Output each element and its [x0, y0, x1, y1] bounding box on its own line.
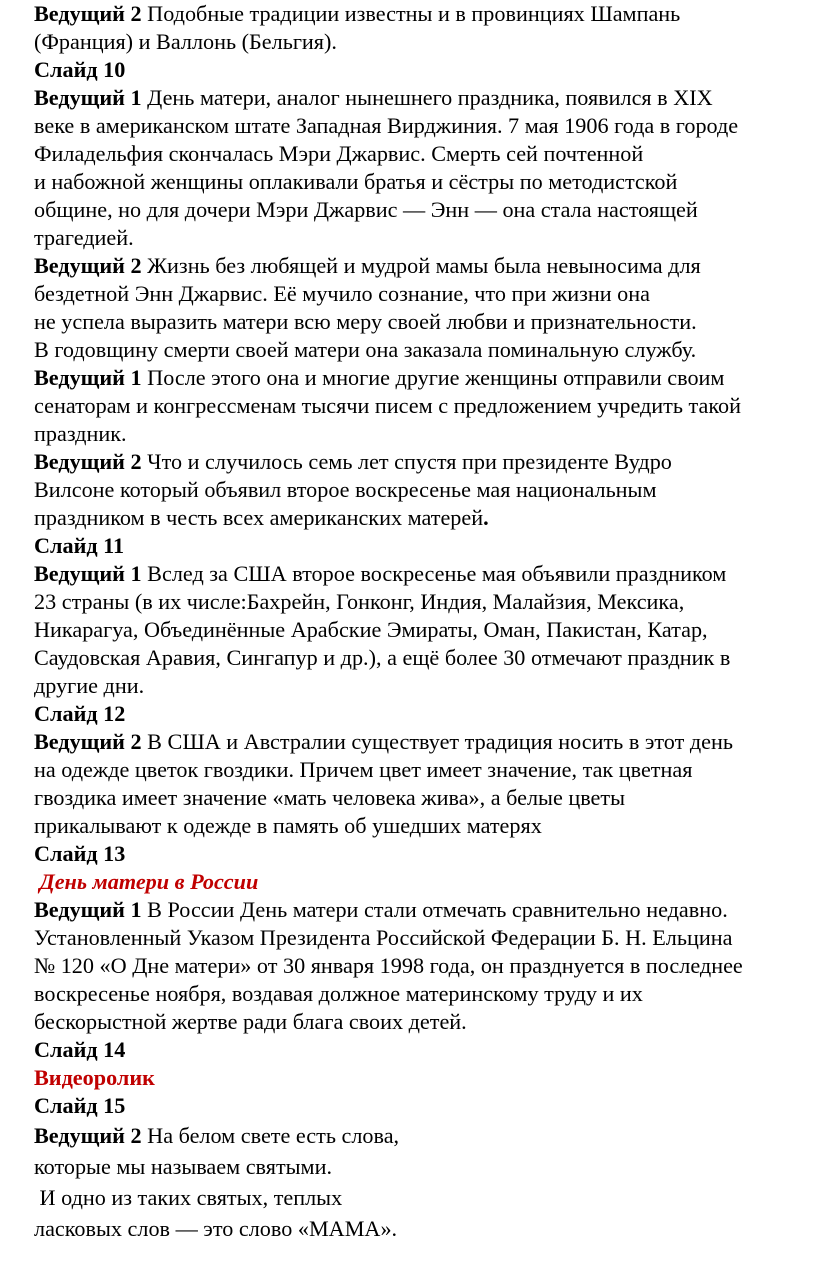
- paragraph-text: Подобные традиции известны и в провинциях Шампань: [141, 1, 681, 26]
- paragraph-text: Что и случилось семь лет спустя при президенте Вудро: [141, 449, 672, 474]
- paragraph-line: бездетной Энн Джарвис. Её мучило сознание, что при жизни она: [34, 281, 650, 306]
- paragraph-line: воскресенье ноября, воздавая должное материнскому труду и их: [34, 981, 643, 1006]
- paragraph-line: сенаторам и конгрессменам тысячи писем с предложением учредить такой: [34, 393, 741, 418]
- poem-line: ласковых слов — это слово «МАМА».: [34, 1216, 398, 1241]
- paragraph-text: День матери, аналог нынешнего праздника, появился в XIX: [141, 85, 713, 110]
- paragraph-text: В США и Австралии существует традиция носить в этот день: [141, 729, 733, 754]
- paragraph-line: [34, 504, 816, 532]
- paragraph-text: На белом свете есть слова,: [141, 1123, 400, 1148]
- paragraph-line: [34, 896, 816, 924]
- slide-heading: Слайд 10: [34, 57, 126, 82]
- paragraph-line: Установленный Указом Президента Российской Федерации Б. Н. Ельцина: [34, 925, 733, 950]
- paragraph-line: [34, 560, 816, 588]
- paragraph-line: веке в американском штате Западная Вирджиния. 7 мая 1906 года в городе: [34, 113, 739, 138]
- paragraph-line: гвоздика имеет значение «мать человека жива», а белые цветы: [34, 785, 626, 810]
- paragraph-line: прикалывают к одежде в память об ушедших матерях: [34, 813, 542, 838]
- section-heading-russia: День матери в России: [34, 869, 259, 894]
- paragraph-line: бескорыстной жертве ради блага своих детей.: [34, 1009, 467, 1034]
- paragraph-line: (Франция) и Валлонь (Бельгия).: [34, 29, 337, 54]
- poem-stanza: [34, 1120, 816, 1244]
- poem-line: которые мы называем святыми.: [34, 1154, 333, 1179]
- trailing-period: .: [483, 505, 489, 530]
- paragraph-line: [34, 0, 816, 28]
- paragraph-line: Филадельфия скончалась Мэри Джарвис. Смерть сей почтенной: [34, 141, 644, 166]
- paragraph-line: [34, 84, 816, 112]
- paragraph-line: не успела выразить матери всю меру своей любви и признательности.: [34, 309, 697, 334]
- slide-heading: Слайд 14: [34, 1037, 126, 1062]
- speaker-label: Ведущий 2: [34, 1123, 142, 1148]
- document-page: [34, 0, 816, 1244]
- paragraph-line: [34, 448, 816, 476]
- paragraph-line: [34, 728, 816, 756]
- slide-heading: Слайд 15: [34, 1093, 126, 1118]
- poem-line: И одно из таких святых, теплых: [34, 1185, 343, 1210]
- paragraph-line: № 120 «О Дне матери» от 30 января 1998 года, он празднуется в последнее: [34, 953, 743, 978]
- slide-heading: Слайд 12: [34, 701, 126, 726]
- paragraph-line: праздник.: [34, 421, 127, 446]
- speaker-label: Ведущий 1: [34, 85, 142, 110]
- speaker-label: Ведущий 1: [34, 897, 142, 922]
- paragraph-text: После этого она и многие другие женщины отправили своим: [141, 365, 725, 390]
- speaker-label: Ведущий 1: [34, 561, 142, 586]
- speaker-label: Ведущий 2: [34, 449, 142, 474]
- slide-heading: Слайд 11: [34, 533, 125, 558]
- paragraph-line: другие дни.: [34, 673, 145, 698]
- paragraph-line: В годовщину смерти своей матери она заказала поминальную службу.: [34, 337, 697, 362]
- paragraph-line: общине, но для дочери Мэри Джарвис — Энн — она стала настоящей: [34, 197, 698, 222]
- speaker-label: Ведущий 2: [34, 729, 142, 754]
- speaker-label: Ведущий 2: [34, 253, 142, 278]
- video-label: Видеоролик: [34, 1065, 155, 1090]
- paragraph-line: Никарагуа, Объединённые Арабские Эмираты, Оман, Пакистан, Катар,: [34, 617, 708, 642]
- poem-line: [34, 1120, 816, 1151]
- paragraph-line: и набожной женщины оплакивали братья и сёстры по методистской: [34, 169, 678, 194]
- paragraph-line: 23 страны (в их числе:Бахрейн, Гонконг, Индия, Малайзия, Мексика,: [34, 589, 685, 614]
- paragraph-line: Вилсоне который объявил второе воскресенье мая национальным: [34, 477, 657, 502]
- speaker-label: Ведущий 2: [34, 1, 142, 26]
- paragraph-text: праздником в честь всех американских матерей: [34, 505, 484, 530]
- paragraph-line: [34, 252, 816, 280]
- paragraph-line: трагедией.: [34, 225, 134, 250]
- paragraph-text: Вслед за США второе воскресенье мая объявили праздником: [141, 561, 727, 586]
- paragraph-line: Саудовская Аравия, Сингапур и др.), а ещё более 30 отмечают праздник в: [34, 645, 731, 670]
- slide-heading: Слайд 13: [34, 841, 126, 866]
- paragraph-text: Жизнь без любящей и мудрой мамы была невыносима для: [141, 253, 701, 278]
- paragraph-line: [34, 364, 816, 392]
- speaker-label: Ведущий 1: [34, 365, 142, 390]
- paragraph-line: на одежде цветок гвоздики. Причем цвет имеет значение, так цветная: [34, 757, 693, 782]
- paragraph-text: В России День матери стали отмечать сравнительно недавно.: [141, 897, 728, 922]
